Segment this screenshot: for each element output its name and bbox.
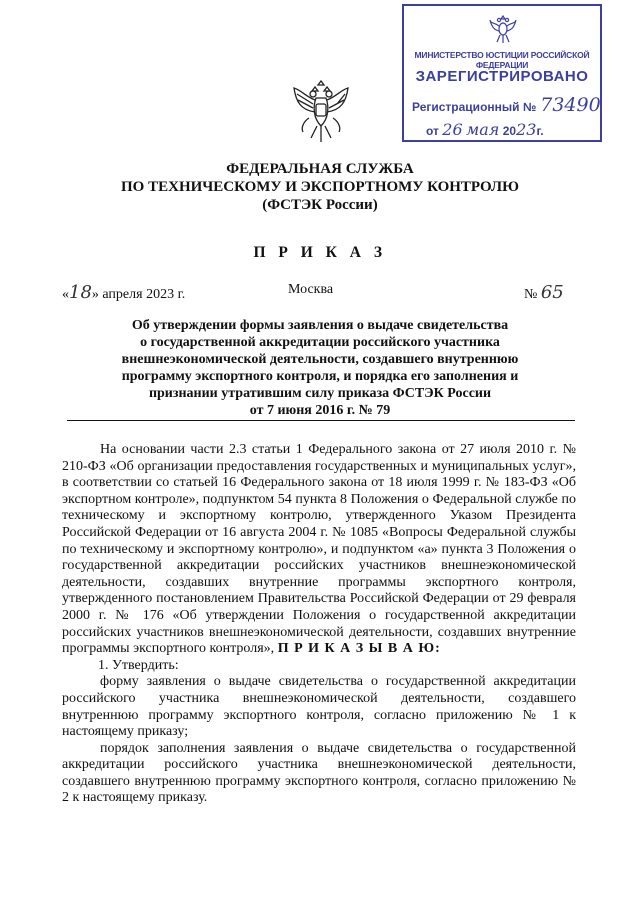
stamp-date-day: 26 <box>442 120 463 139</box>
item-1-procedure: порядок заполнения заявления о выдаче свидетельства о государственной аккредитации российского участника внешнеэкономической деятельности, создавшего внутреннюю программу экспортного контроля, согласно приложению № 2 к настоящему приказу. <box>62 740 576 806</box>
stamp-reg-number: 73490 <box>540 94 601 116</box>
title-line-4: программу экспортного контроля, и порядка его заполнения и <box>121 369 519 384</box>
stamp-date-suffix: г. <box>536 124 544 138</box>
number-sign: № <box>524 287 538 302</box>
stamp-date-year-prefix: 20 <box>502 124 517 138</box>
stamp-registered: ЗАРЕГИСТРИРОВАНО <box>415 68 589 85</box>
stamp-date-row <box>426 120 544 139</box>
registration-stamp <box>402 4 602 142</box>
stamp-emblem-icon <box>488 12 518 46</box>
title-divider <box>67 420 575 421</box>
stamp-reg-label: Регистрационный № <box>412 100 537 114</box>
title-line-6: от 7 июня 2016 г. № 79 <box>249 403 391 418</box>
stamp-date-prefix: от <box>426 124 439 138</box>
date-open-quote: « <box>62 287 69 302</box>
stamp-ministry: МИНИСТЕРСТВО ЮСТИЦИИ РОССИЙСКОЙ ФЕДЕРАЦИИ <box>414 50 590 70</box>
date-rest: » апреля 2023 г. <box>91 287 186 302</box>
title-line-1: Об утверждении формы заявления о выдаче свидетельства <box>131 318 509 333</box>
order-date <box>62 282 185 303</box>
stamp-date-month: мая <box>465 120 500 139</box>
item-1-form: форму заявления о выдаче свидетельства о государственной аккредитации российского участника внешнеэкономической деятельности, создавшего внутреннюю программу экспортного контроля, согласно приложению № 1 к настоящему приказу; <box>62 674 576 740</box>
item-1: 1. Утвердить: <box>98 657 179 673</box>
date-day: 18 <box>69 282 92 303</box>
preamble-text: На основании части 2.3 статьи 1 Федерального закона от 27 июля 2010 г. № 210-ФЗ «Об организации предоставления государственных и муниципальных услуг», в соответствии со статьей 16 Федерального закона от 18 июля 1999 г. № 183-ФЗ «Об экспортном контроле», подпунктом 54 пункта 8 Положения о Федеральной службе по техническому и экспортному контролю, утвержденного Указом Президента Российской Федерации от 16 августа 2004 г. № 1085 «Вопросы Федеральной службы по техническому и экспортному контролю», и подпунктом «а» пункта 3 Положения о государственной аккредитации российских участников внешнеэкономической деятельности, создавших внутренние программы экспортного контроля, утвержденного постановлением Правительства Российской Федерации от 29 февраля 2000 г. № 176 «Об утверждении Положения о государственной аккредитации российских участников внешнеэкономической деятельности, создавших внутренние программы экспортного контроля», <box>62 442 576 657</box>
coat-of-arms-icon <box>291 78 351 148</box>
order-command: П Р И К А З Ы В А Ю: <box>277 641 441 657</box>
order-body <box>62 442 576 807</box>
document-type: П Р И К А З <box>253 244 387 261</box>
order-city: Москва <box>288 282 334 297</box>
number-value: 65 <box>540 282 564 303</box>
org-line-1: ФЕДЕРАЛЬНАЯ СЛУЖБА <box>226 161 414 177</box>
title-line-2: о государственной аккредитации российского участника <box>140 335 500 350</box>
title-line-3: внешнеэкономической деятельности, создавшего внутреннюю <box>121 352 519 367</box>
order-number <box>524 282 564 303</box>
order-title <box>0 317 640 419</box>
stamp-reg-row <box>412 94 601 116</box>
preamble-paragraph <box>62 442 576 658</box>
org-line-2: ПО ТЕХНИЧЕСКОМУ И ЭКСПОРТНОМУ КОНТРОЛЮ <box>121 179 519 195</box>
stamp-date-year: 23 <box>516 120 537 139</box>
organization-header <box>0 160 640 214</box>
org-line-3: (ФСТЭК России) <box>262 197 378 213</box>
title-line-5: признании утратившим силу приказа ФСТЭК России <box>148 386 492 401</box>
